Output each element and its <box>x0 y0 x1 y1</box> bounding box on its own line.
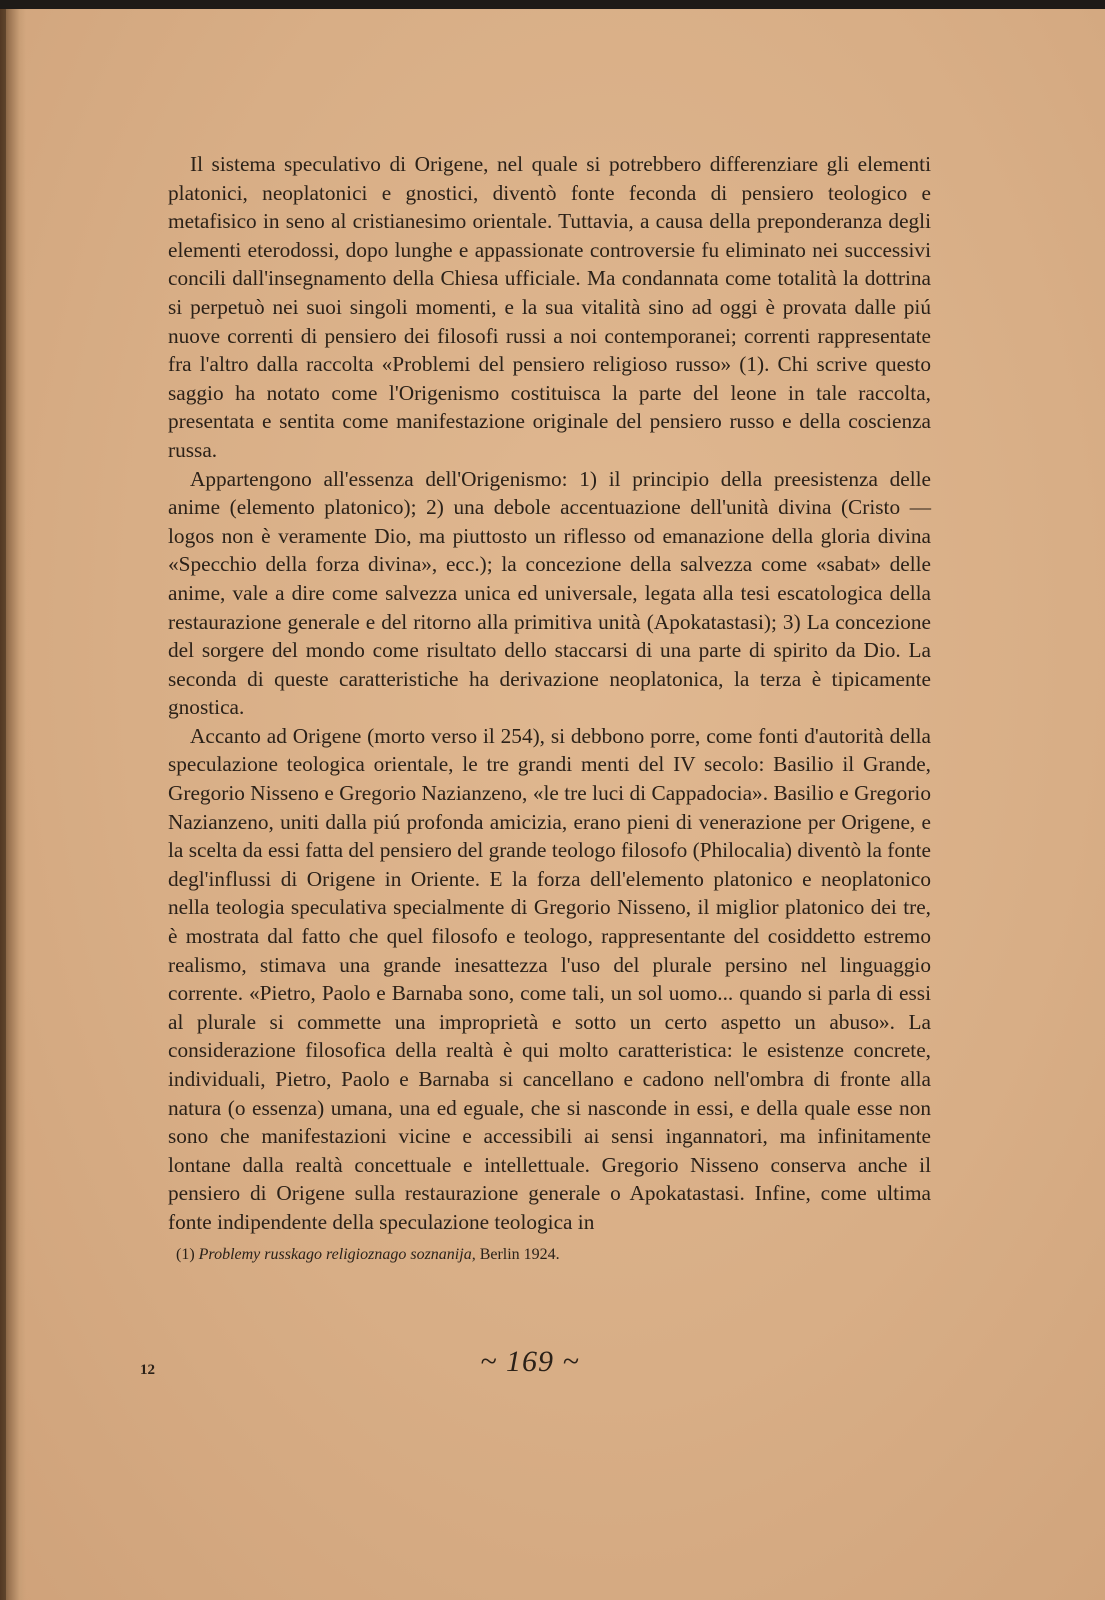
footnote <box>176 1244 916 1266</box>
body-text <box>168 150 931 1237</box>
signature-mark: 12 <box>140 1362 155 1378</box>
paragraph-2: Appartengono all'essenza dell'Origenismo: 1) il principio della preesistenza delle anime (elemento platonico); 2) una debole accentuazione dell'unità divina (Cristo — logos non è veramente Dio, ma piuttosto un riflesso od emanazione della gloria divina «Specchio della forza divina», ecc.); la concezione della salvezza come «sabat» delle anime, vale a dire come salvezza unica ed universale, legata alla tesi escatologica della restaurazione generale e del ritorno alla primitiva unità (Apokatastasi); 3) La concezione del sorgere del mondo come risultato dello staccarsi di una parte di spirito da Dio. La seconda di queste caratteristiche ha derivazione neoplatonica, la terza è tipicamente gnostica. <box>168 466 931 720</box>
book-spine-edge <box>0 9 6 1600</box>
top-edge-shadow <box>0 0 1105 9</box>
footnote-title: Problemy russkago religioznago soznanija, <box>198 1246 476 1263</box>
footnote-marker: (1) <box>176 1246 195 1263</box>
paragraph-3: Accanto ad Origene (morto verso il 254), si debbono porre, come fonti d'autorità della speculazione teologica orientale, le tre grandi menti del IV secolo: Basilio il Grande, Gregorio Nisseno e Gregorio Nazianzeno, «le tre luci di Cappadocia». Basilio e Gregorio Nazianzeno, uniti dalla piú profonda amicizia, erano pieni di venerazione per Origene, e la scelta da essi fatta del pensiero del grande teologo filosofo (Philocalia) diventò la fonte degl'influssi di Origene in Oriente. E la forza dell'elemento platonico e neoplatonico nella teologia speculativa specialmente di Gregorio Nisseno, il miglior platonico dei tre, è mostrata dal fatto che quel filosofo e teologo, rappresentante del cosiddetto estremo realismo, stimava una grande inesattezza l'uso del plurale persino nel linguaggio corrente. «Pietro, Paolo e Barnaba sono, come tali, un sol uomo... quando si parla di essi al plurale si commette una improprietà e sotto un certo aspetto un abuso». La considerazione filosofica della realtà è qui molto caratteristica: le esistenze concrete, individuali, Pietro, Paolo e Barnaba si cancellano e cadono nell'ombra di fronte alla natura (o essenza) umana, una ed eguale, che si nasconde in essi, e della quale esse non sono che manifestazioni vicine e accessibili ai sensi ingannatori, ma infinitamente lontane dalla realtà concettuale e intellettuale. Gregorio Nisseno conserva anche il pensiero di Origene sulla restaurazione generale o Apokatastasi. Infine, come ultima fonte indipendente della speculazione teologica in <box>168 723 931 1234</box>
paragraph-1: Il sistema speculativo di Origene, nel quale si potrebbero differenziare gli elementi platonici, neoplatonici e gnostici, diventò fonte feconda di pensiero teologico e metafisico in seno al cristianesimo orientale. Tuttavia, a causa della preponderanza degli elementi eterodossi, dopo lunghe e appassionate controversie fu eliminato nei successivi concili dall'insegnamento della Chiesa ufficiale. Ma condannata come totalità la dottrina si perpetuò nei suoi singoli momenti, e la sua vitalità sino ad oggi è provata dalle piú nuove correnti di pensiero dei filosofi russi a noi contemporanei; correnti rappresentate fra l'altro dalla raccolta «Problemi del pensiero religioso russo» (1). Chi scrive questo saggio ha notato come l'Origenismo costituisca la parte del leone in tale raccolta, presentata e sentita come manifestazione originale del pensiero russo e della coscienza russa. <box>168 152 931 462</box>
page-number: ~ 169 ~ <box>480 1345 580 1378</box>
footnote-place-year: Berlin 1924. <box>479 1246 560 1263</box>
